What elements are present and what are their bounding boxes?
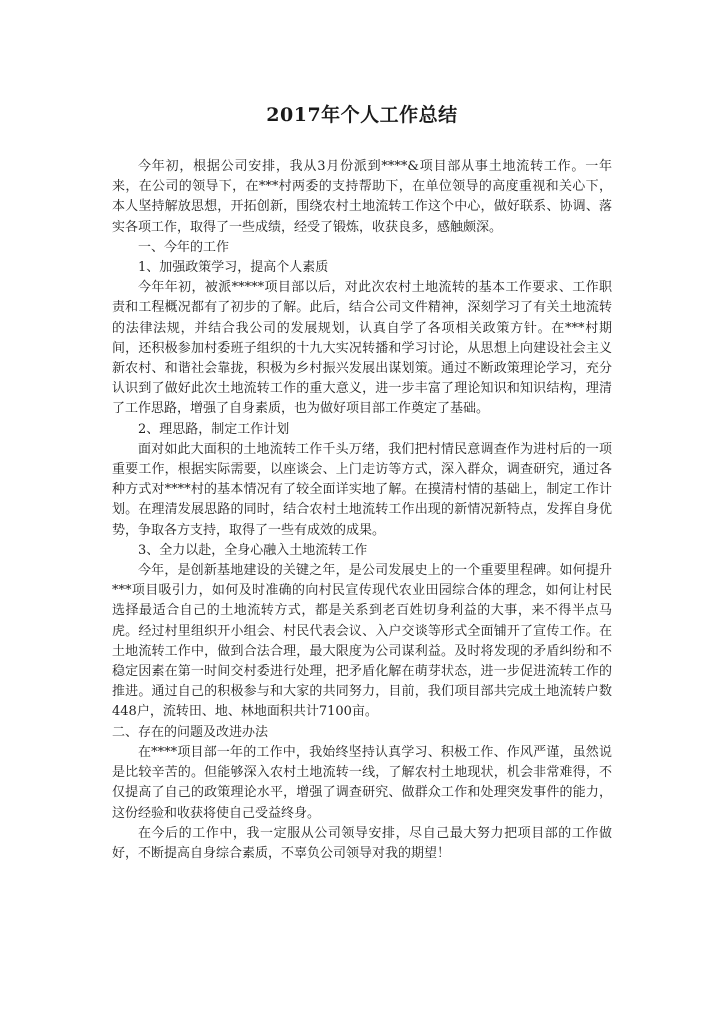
section1-sub1-heading: 1、加强政策学习，提高个人素质 xyxy=(138,260,329,276)
section2-heading: 二、存在的问题及改进办法 xyxy=(112,724,269,740)
section2-paragraph-1: 在****项目部一年的工作中，我始终坚持认真学习、积极工作、作风严谨，虽然说是比较辛苦的。但能够深入农村土地流转一线，了解农村土地现状，机会非常难得，不仅提高了自己的政策理论水平，增强了调查研究、做群众工作和处理突发事件的能力，这份经验和收获将使自己受益终身。 xyxy=(112,744,612,821)
intro-paragraph: 今年初，根据公司安排，我从3月份派到****&项目部从事土地流转工作。一年来，在公司的领导下，在***村两委的支持帮助下，在单位领导的高度重视和关心下，本人坚持解放思想，开拓创新，围绕农村土地流转工作这个中心，做好联系、协调、落实各项工作，取得了一些成绩，经受了锻炼，收获良多，感触颇深。 xyxy=(112,159,612,235)
section2-paragraph-2: 在今后的工作中，我一定服从公司领导安排，尽自己最大努力把项目部的工作做好，不断提高自身综合素质，不辜负公司领导对我的期望！ xyxy=(112,825,612,861)
document-title: 2017年个人工作总结 xyxy=(266,104,458,126)
section1-sub3-heading: 3、全力以赴，全身心融入土地流转工作 xyxy=(138,542,368,558)
document-page xyxy=(112,100,612,864)
section1-sub1-body: 今年年初，被派*****项目部以后，对此次农村土地流转的基本工作要求、工作职责和工程概况都有了初步的了解。此后，结合公司文件精神，深刻学习了有关土地流转的法律法规，并结合我公司的发展规划，认真自学了各项相关政策方针。在***村期间，还积极参加村委班子组织的十九大实况转播和学习讨论，从思想上向建设社会主义新农村、和谐社会靠拢，积极为乡村振兴发展出谋划策。通过不断政策理论学习，充分认识到了做好此次土地流转工作的重大意义，进一步丰富了理论知识和知识结构，理清了工作思路，增强了自身素质，也为做好项目部工作奠定了基础。 xyxy=(112,280,612,417)
section1-heading: 一、今年的工作 xyxy=(138,239,230,255)
section1-sub2-body: 面对如此大面积的土地流转工作千头万绪，我们把村情民意调查作为进村后的一项重要工作，根据实际需要，以座谈会、上门走访等方式，深入群众，调查研究，通过各种方式对****村的基本情况有了较全面详实地了解。在摸清村情的基础上，制定工作计划。在理清发展思路的同时，结合农村土地流转工作出现的新情况新特点，发挥自身优势，争取各方支持，取得了一些有成效的成果。 xyxy=(112,441,612,538)
section1-sub3-body: 今年，是创新基地建设的关键之年，是公司发展史上的一个重要里程碑。如何提升***项目吸引力，如何及时准确的向村民宣传现代农业田园综合体的理念，如何让村民选择最适合自己的土地流转方式，都是关系到老百姓切身利益的大事，来不得半点马虎。经过村里组织开小组会、村民代表会议、入户交谈等形式全面铺开了宣传工作。在土地流转工作中，做到合法合理，最大限度为公司谋利益。及时将发现的矛盾纠纷和不稳定因素在第一时间交村委进行处理，把矛盾化解在萌芽状态，进一步促进流转工作的推进。通过自己的积极参与和大家的共同努力，目前，我们项目部共完成土地流转户数448户，流转田、地、林地面积共计7100亩。 xyxy=(112,563,612,720)
section1-sub2-heading: 2、理思路，制定工作计划 xyxy=(138,421,290,437)
